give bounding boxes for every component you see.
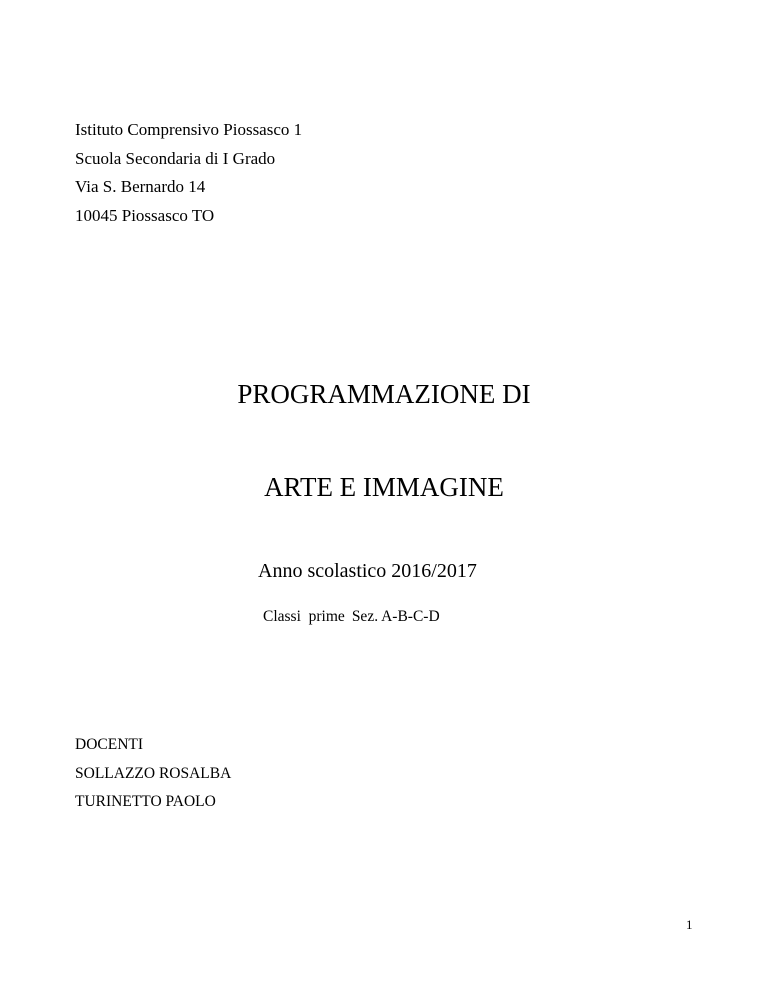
teachers-heading: DOCENTI [75,736,144,753]
teacher-name: SOLLAZZO ROSALBA [75,764,232,782]
school-street: Via S. Bernardo 14 [75,177,206,196]
document-title-line-1: PROGRAMMAZIONE DI [237,379,531,409]
classes-line [263,608,440,626]
page-number: 1 [686,917,693,932]
school-year: Anno scolastico 2016/2017 [258,560,477,582]
classes-sections: Sez. A-B-C-D [351,608,440,625]
teachers-block [75,731,231,817]
school-name: Istituto Comprensivo Piossasco 1 [75,120,303,139]
teacher-name: TURINETTO PAOLO [75,793,216,810]
classes-label: Classi prime [263,608,345,625]
school-address-block [75,116,302,230]
document-title-line-2: ARTE E IMMAGINE [264,472,504,502]
school-level: Scuola Secondaria di I Grado [75,148,276,168]
school-city: 10045 Piossasco TO [75,205,215,225]
